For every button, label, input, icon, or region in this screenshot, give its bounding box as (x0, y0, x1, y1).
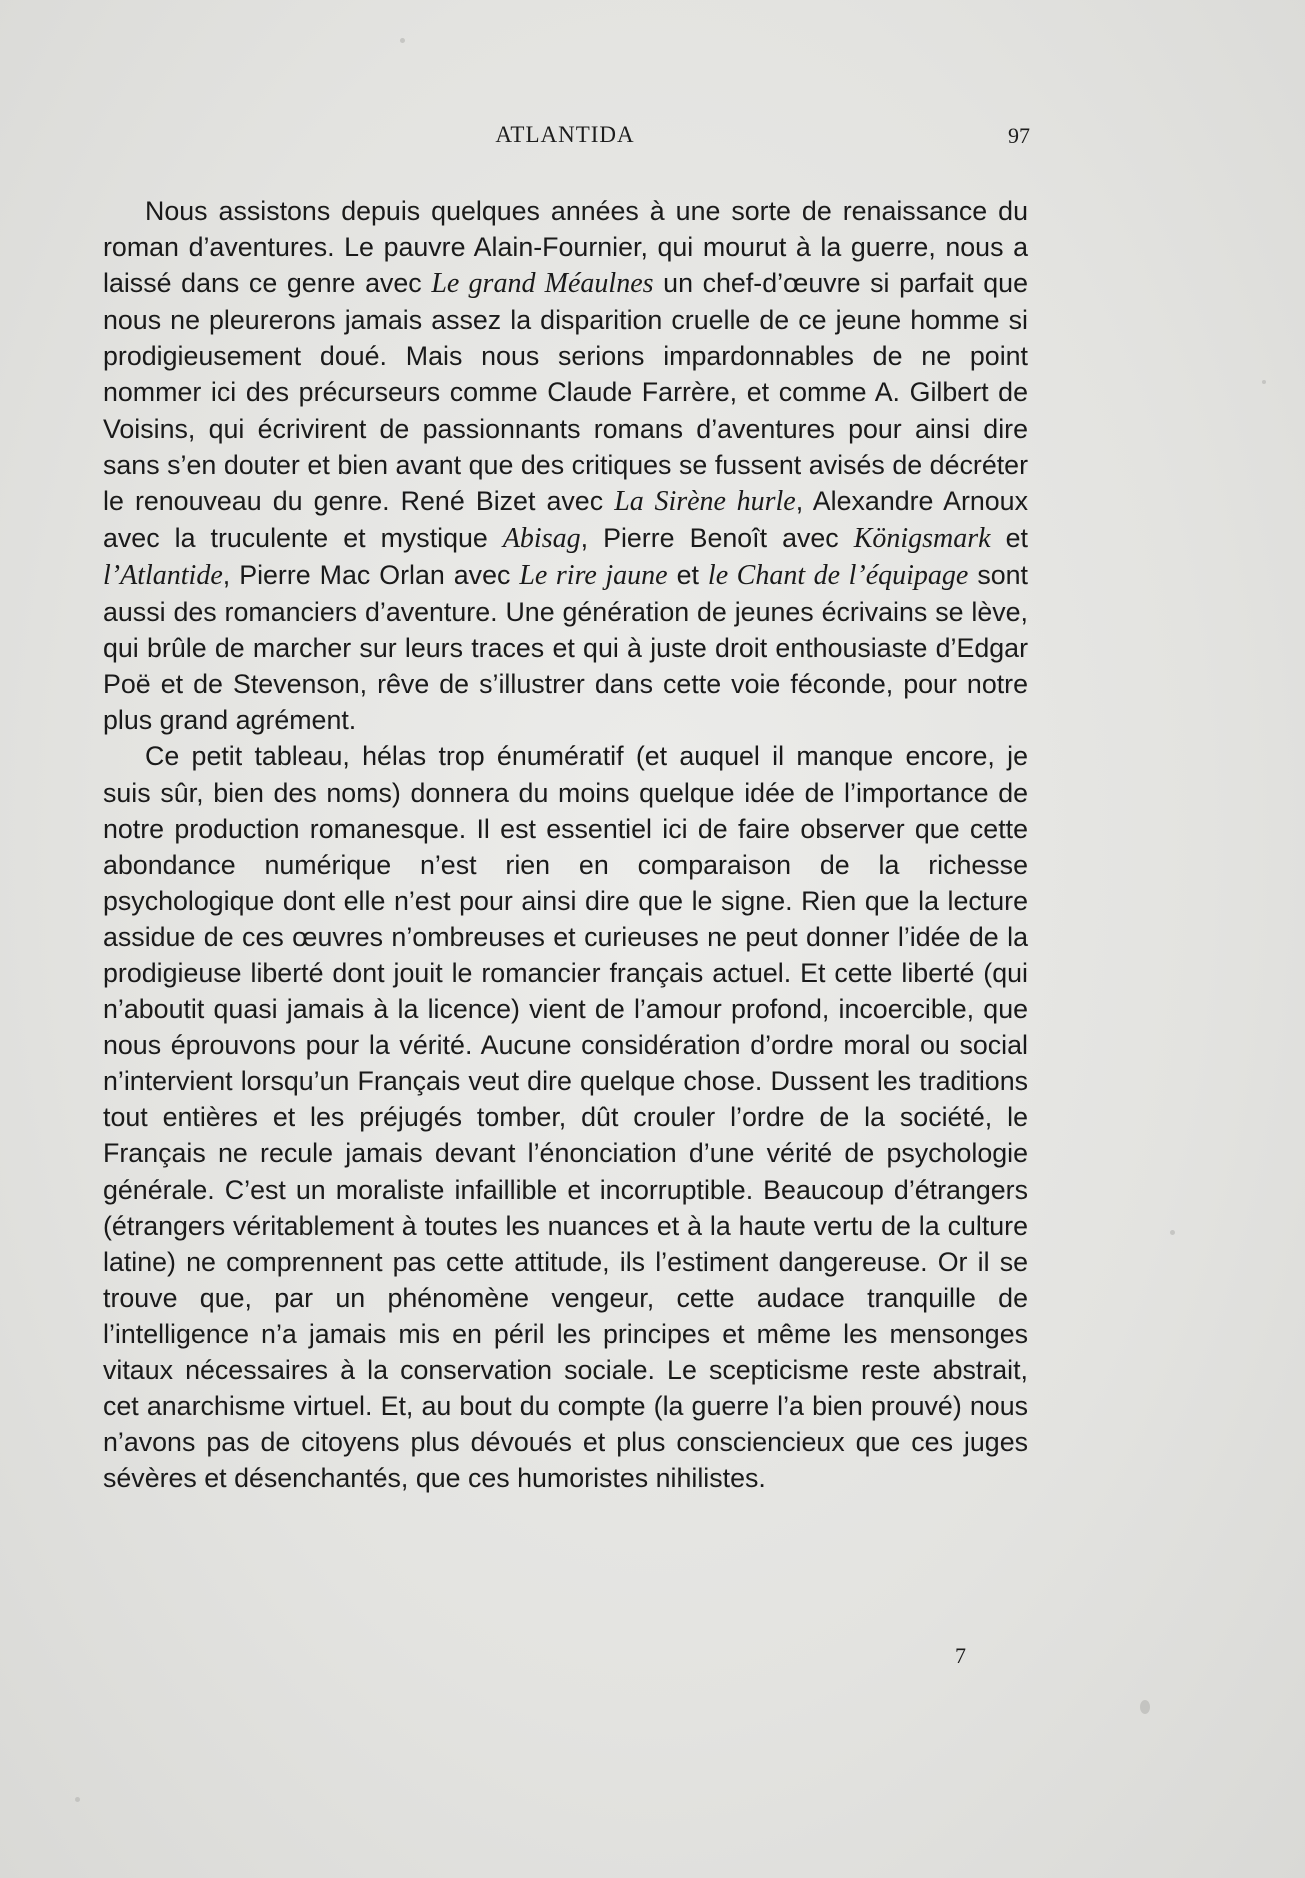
running-header (100, 122, 1030, 162)
body-text (103, 193, 1028, 1496)
text-run: et (667, 559, 708, 590)
paper-speck (75, 1797, 80, 1802)
text-run: Nous assistons depuis quelques années à une sorte de renaissance du roman d’aventures. Le pauvre Alain-Fournier, qui mourut à la guerre, nous a laissé dans ce genre avec (103, 196, 1028, 299)
text-run: un chef-d’œuvre si parfait que nous ne pleurerons jamais assez la disparition cruelle de ce jeune homme si prodigieusement doué. Mais nous serions impardonnables de ne point nommer ici des précurseurs comme Claude Farrère, et comme A. Gilbert de Voisins, qui écrivirent de passionnants romans d’aventures pour ainsi dire sans s’en douter et bien avant que des critiques se fussent avisés de décréter le renouveau du genre. René Bizet avec (103, 268, 1028, 516)
paragraph (103, 738, 1028, 1496)
text-run: , Alexandre Arnoux avec la truculente et mystique (103, 485, 1028, 553)
running-title: ATLANTIDA (495, 122, 635, 147)
text-run: , Pierre Benoît avec (580, 522, 854, 553)
text-run: et (990, 522, 1028, 553)
italic-title: le Chant de l’équipage (707, 559, 969, 591)
paper-speck (1140, 1700, 1150, 1714)
text-run: , Pierre Mac Orlan avec (222, 559, 520, 590)
italic-title: l’Atlantide (103, 559, 223, 591)
italic-title: Königsmark (853, 522, 991, 554)
paper-speck (1262, 380, 1266, 384)
italic-title: Abisag (502, 522, 581, 554)
signature-mark: 7 (955, 1643, 966, 1668)
paper-speck (1170, 1230, 1175, 1235)
italic-title: Le rire jaune (519, 559, 668, 591)
paper-speck (400, 38, 405, 43)
italic-title: La Sirène hurle (614, 485, 796, 517)
text-run: Ce petit tableau, hélas trop énumératif (et auquel il manque encore, je suis sûr, bien des noms) donnera du moins quelque idée de l’importance de notre production romanesque. Il est essentiel ici de faire observer que cette abondance numérique n’est rien en comparaison de la richesse psychologique dont elle n’est pour ainsi dire que le signe. Rien que la lecture assidue de ces œuvres n’ombreuses et curieuses ne peut donner l’idée de la prodigieuse liberté dont jouit le romancier français actuel. Et cette liberté (qui n’aboutit quasi jamais à la licence) vient de l’amour profond, incoercible, que nous éprouvons pour la vérité. Aucune considération d’ordre moral ou social n’intervient lorsqu’un Français veut dire quelque chose. Dussent les traditions tout entières et les préjugés tomber, dût crouler l’ordre de la société, le Français ne recule jamais devant l’énonciation d’une vérité de psychologie générale. C’est un moraliste infaillible et incorruptible. Beaucoup d’étrangers (étrangers véritablement à toutes les nuances et à la haute vertu de la culture latine) ne comprennent pas cette attitude, ils l’estiment dangereuse. Or il se trouve que, par un phénomène vengeur, cette audace tranquille de l’intelligence n’a jamais mis en péril les principes et même les mensonges vitaux nécessaires à la conservation sociale. Le scepticisme reste abstrait, cet anarchisme virtuel. Et, au bout du compte (la guerre l’a bien prouvé) nous n’avons pas de citoyens plus dévoués et plus consciencieux que ces juges sévères et désenchantés, que ces humoristes nihilistes. (103, 741, 1028, 1494)
italic-title: Le grand Méaulnes (431, 268, 654, 300)
page-number: 97 (1008, 123, 1030, 148)
paragraph (103, 193, 1028, 738)
text-run: sont aussi des romanciers d’aventure. Une génération de jeunes écrivains se lève, qui brûle de marcher sur leurs traces et qui à juste droit enthousiaste d’Edgar Poë et de Stevenson, rêve de s’illustrer dans cette voie féconde, pour notre plus grand agrément. (103, 559, 1028, 736)
